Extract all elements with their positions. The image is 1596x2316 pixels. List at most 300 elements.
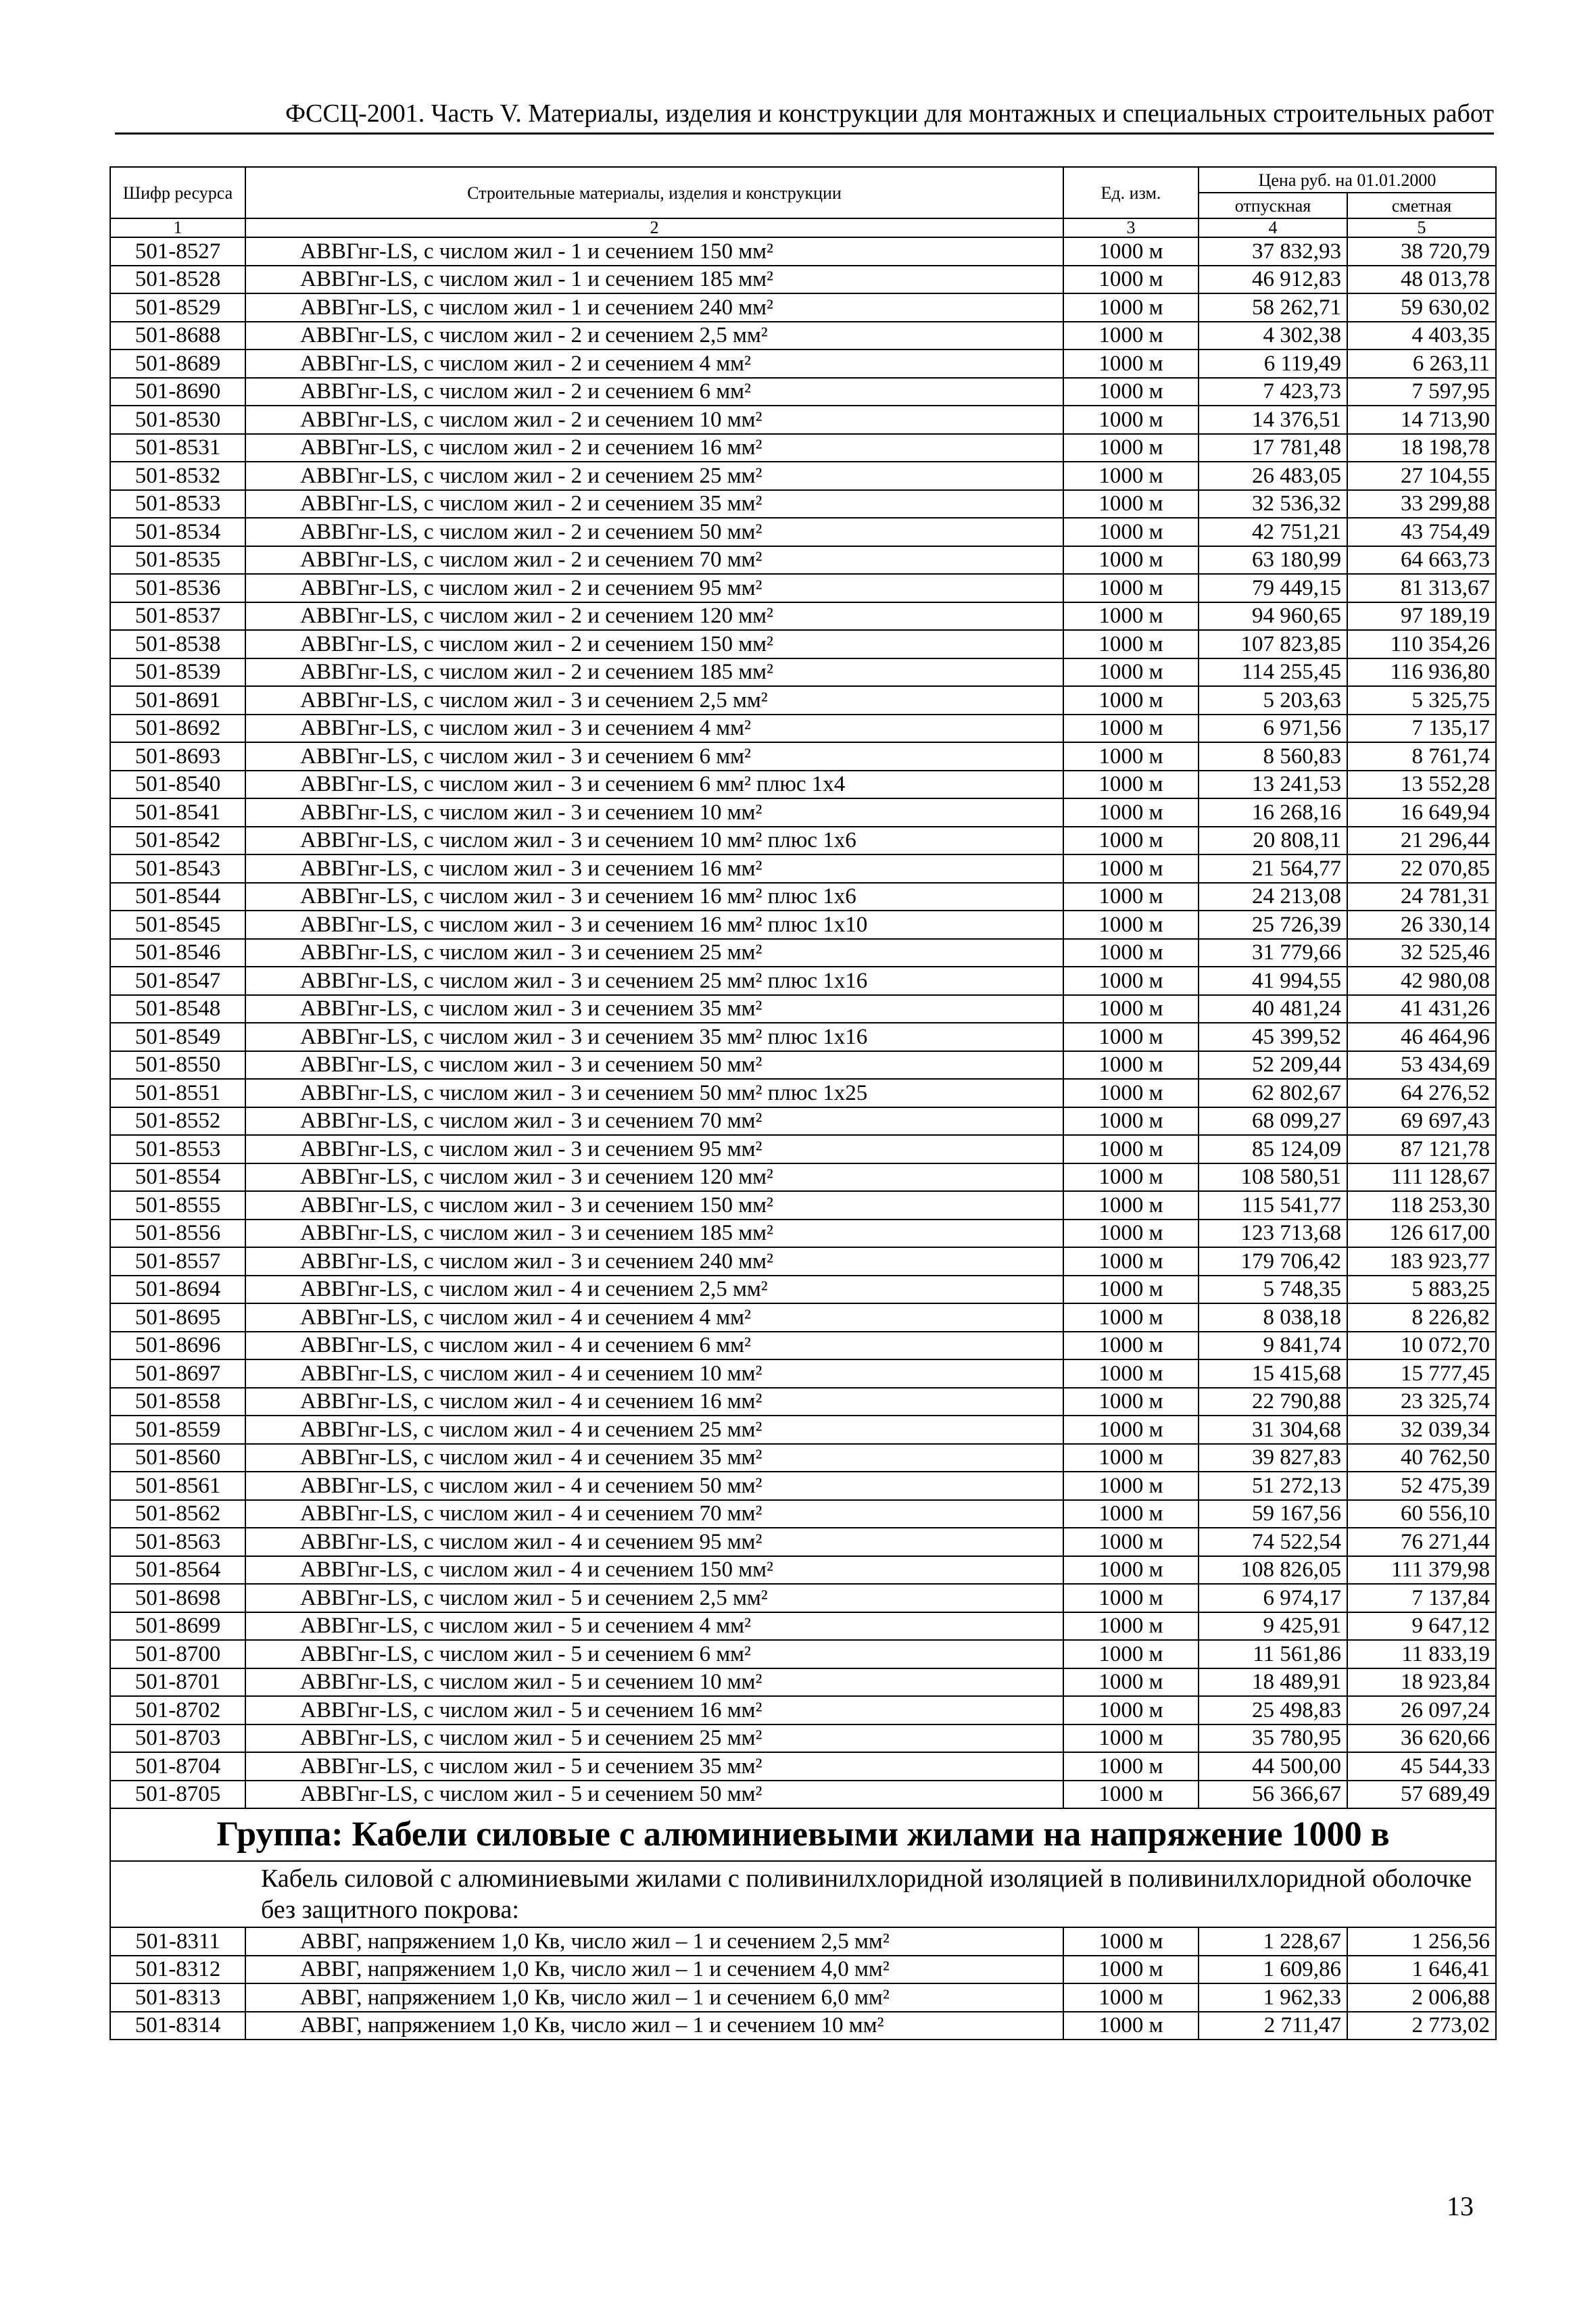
cell-unit: 1000 м (1063, 1983, 1199, 2012)
table-row (110, 602, 1496, 631)
table-row (110, 1584, 1496, 1612)
table-row (110, 1276, 1496, 1304)
cell-price-estimate: 2 773,02 (1347, 2012, 1496, 2040)
cell-price-estimate: 16 649,94 (1347, 798, 1496, 827)
cell-code: 501-8705 (110, 1781, 245, 1809)
cell-name: АВВГнг-LS, с числом жил - 1 и сечением 185 мм² (245, 266, 1063, 294)
cell-price-estimate: 183 923,77 (1347, 1247, 1496, 1276)
cell-unit: 1000 м (1063, 1051, 1199, 1080)
cell-name: АВВГнг-LS, с числом жил - 5 и сечением 10 мм² (245, 1668, 1063, 1697)
cell-name: АВВГ, напряжением 1,0 Кв, число жил – 1 и сечением 2,5 мм² (245, 1927, 1063, 1956)
cell-name: АВВГнг-LS, с числом жил - 3 и сечением 150 мм² (245, 1191, 1063, 1220)
cell-code: 501-8543 (110, 854, 245, 883)
cell-unit: 1000 м (1063, 322, 1199, 350)
table-row (110, 911, 1496, 939)
cell-price-release: 15 415,68 (1199, 1359, 1347, 1388)
cell-price-estimate: 43 754,49 (1347, 518, 1496, 546)
cell-price-release: 11 561,86 (1199, 1640, 1347, 1668)
cell-price-estimate: 26 330,14 (1347, 911, 1496, 939)
price-table-container (110, 166, 1495, 2040)
table-row (110, 798, 1496, 827)
table-row (110, 1163, 1496, 1192)
cell-price-release: 26 483,05 (1199, 462, 1347, 490)
cell-unit: 1000 м (1063, 574, 1199, 602)
table-row (110, 1444, 1496, 1472)
cell-price-release: 31 304,68 (1199, 1416, 1347, 1444)
cell-price-estimate: 7 135,17 (1347, 715, 1496, 743)
cell-name: АВВГнг-LS, с числом жил - 2 и сечением 25 мм² (245, 462, 1063, 490)
cell-price-estimate: 41 431,26 (1347, 995, 1496, 1023)
cell-price-release: 46 912,83 (1199, 266, 1347, 294)
cell-price-release: 9 841,74 (1199, 1332, 1347, 1360)
cell-code: 501-8544 (110, 883, 245, 911)
cell-code: 501-8693 (110, 742, 245, 771)
cell-code: 501-8692 (110, 715, 245, 743)
cell-name: АВВГнг-LS, с числом жил - 2 и сечением 70 мм² (245, 546, 1063, 575)
cell-unit: 1000 м (1063, 1135, 1199, 1163)
cell-unit: 1000 м (1063, 1696, 1199, 1724)
cell-unit: 1000 м (1063, 1668, 1199, 1697)
cell-unit: 1000 м (1063, 995, 1199, 1023)
cell-code: 501-8559 (110, 1416, 245, 1444)
cell-name: АВВГнг-LS, с числом жил - 3 и сечением 35 мм² плюс 1х16 (245, 1023, 1063, 1051)
cell-price-estimate: 87 121,78 (1347, 1135, 1496, 1163)
table-row (110, 771, 1496, 799)
table-row (110, 1220, 1496, 1248)
cell-unit: 1000 м (1063, 1107, 1199, 1136)
cell-price-release: 5 748,35 (1199, 1276, 1347, 1304)
cell-price-release: 115 541,77 (1199, 1191, 1347, 1220)
group-title: Группа: Кабели силовые с алюминиевыми жилами на напряжение 1000 в (110, 1808, 1496, 1861)
col-header-unit: Ед. изм. (1063, 167, 1199, 218)
cell-name: АВВГнг-LS, с числом жил - 3 и сечением 6 мм² плюс 1х4 (245, 771, 1063, 799)
table-row (110, 1359, 1496, 1388)
table-row (110, 1956, 1496, 1984)
cell-name: АВВГнг-LS, с числом жил - 3 и сечением 16 мм² плюс 1х6 (245, 883, 1063, 911)
cell-price-release: 40 481,24 (1199, 995, 1347, 1023)
cell-name: АВВГнг-LS, с числом жил - 5 и сечением 2,5 мм² (245, 1584, 1063, 1612)
cell-price-estimate: 53 434,69 (1347, 1051, 1496, 1080)
cell-code: 501-8557 (110, 1247, 245, 1276)
cell-price-estimate: 1 646,41 (1347, 1956, 1496, 1984)
cell-unit: 1000 м (1063, 266, 1199, 294)
cell-code: 501-8689 (110, 349, 245, 378)
cell-price-release: 35 780,95 (1199, 1724, 1347, 1753)
cell-price-estimate: 42 980,08 (1347, 967, 1496, 995)
cell-code: 501-8532 (110, 462, 245, 490)
cell-price-estimate: 7 597,95 (1347, 378, 1496, 406)
table-row (110, 1107, 1496, 1136)
cell-price-estimate: 5 325,75 (1347, 686, 1496, 715)
cell-price-estimate: 59 630,02 (1347, 293, 1496, 322)
cell-code: 501-8563 (110, 1528, 245, 1556)
cell-name: АВВГнг-LS, с числом жил - 4 и сечением 2,5 мм² (245, 1276, 1063, 1304)
cell-price-estimate: 32 525,46 (1347, 939, 1496, 967)
cell-price-estimate: 23 325,74 (1347, 1388, 1496, 1416)
cell-code: 501-8533 (110, 490, 245, 518)
cell-code: 501-8541 (110, 798, 245, 827)
cell-price-estimate: 126 617,00 (1347, 1220, 1496, 1248)
cell-price-release: 107 823,85 (1199, 630, 1347, 658)
cell-price-estimate: 57 689,49 (1347, 1781, 1496, 1809)
cell-code: 501-8535 (110, 546, 245, 575)
cell-price-estimate: 45 544,33 (1347, 1752, 1496, 1781)
cell-price-release: 18 489,91 (1199, 1668, 1347, 1697)
cell-price-estimate: 64 663,73 (1347, 546, 1496, 575)
cell-price-release: 31 779,66 (1199, 939, 1347, 967)
cell-code: 501-8311 (110, 1927, 245, 1956)
cell-code: 501-8564 (110, 1556, 245, 1585)
cell-price-release: 25 726,39 (1199, 911, 1347, 939)
cell-code: 501-8691 (110, 686, 245, 715)
cell-price-release: 45 399,52 (1199, 1023, 1347, 1051)
cell-price-release: 14 376,51 (1199, 406, 1347, 434)
cell-price-estimate: 27 104,55 (1347, 462, 1496, 490)
cell-unit: 1000 м (1063, 602, 1199, 631)
cell-unit: 1000 м (1063, 1752, 1199, 1781)
cell-price-release: 108 826,05 (1199, 1556, 1347, 1585)
cell-price-release: 94 960,65 (1199, 602, 1347, 631)
cell-code: 501-8545 (110, 911, 245, 939)
table-row (110, 1556, 1496, 1585)
cell-name: АВВГнг-LS, с числом жил - 2 и сечением 120 мм² (245, 602, 1063, 631)
cell-unit: 1000 м (1063, 742, 1199, 771)
table-row (110, 378, 1496, 406)
cell-code: 501-8537 (110, 602, 245, 631)
cell-code: 501-8702 (110, 1696, 245, 1724)
cell-code: 501-8534 (110, 518, 245, 546)
cell-name: АВВГнг-LS, с числом жил - 3 и сечением 2,5 мм² (245, 686, 1063, 715)
cell-name: АВВГнг-LS, с числом жил - 3 и сечением 6 мм² (245, 742, 1063, 771)
cell-price-estimate: 4 403,35 (1347, 322, 1496, 350)
col-header-release: отпускная (1199, 193, 1347, 218)
cell-name: АВВГнг-LS, с числом жил - 4 и сечением 70 мм² (245, 1500, 1063, 1528)
cell-price-estimate: 24 781,31 (1347, 883, 1496, 911)
cell-price-release: 24 213,08 (1199, 883, 1347, 911)
cell-unit: 1000 м (1063, 546, 1199, 575)
table-row (110, 1051, 1496, 1080)
cell-price-release: 123 713,68 (1199, 1220, 1347, 1248)
cell-price-estimate: 36 620,66 (1347, 1724, 1496, 1753)
cell-unit: 1000 м (1063, 1472, 1199, 1500)
cell-unit: 1000 м (1063, 1191, 1199, 1220)
cell-name: АВВГнг-LS, с числом жил - 3 и сечением 70 мм² (245, 1107, 1063, 1136)
cell-price-estimate: 32 039,34 (1347, 1416, 1496, 1444)
cell-price-release: 16 268,16 (1199, 798, 1347, 827)
table-row (110, 715, 1496, 743)
cell-price-release: 56 366,67 (1199, 1781, 1347, 1809)
cell-code: 501-8551 (110, 1079, 245, 1107)
cell-name: АВВГнг-LS, с числом жил - 4 и сечением 25 мм² (245, 1416, 1063, 1444)
table-row (110, 1247, 1496, 1276)
cell-price-release: 13 241,53 (1199, 771, 1347, 799)
group-subtitle: Кабель силовой с алюминиевыми жилами с поливинилхлоридной изоляцией в поливинилхлоридной оболочке без защитного покрова: (110, 1861, 1496, 1927)
cell-price-release: 25 498,83 (1199, 1696, 1347, 1724)
cell-unit: 1000 м (1063, 490, 1199, 518)
cell-name: АВВГнг-LS, с числом жил - 3 и сечением 25 мм² (245, 939, 1063, 967)
cell-unit: 1000 м (1063, 939, 1199, 967)
page-number: 13 (1447, 2191, 1474, 2221)
cell-unit: 1000 м (1063, 715, 1199, 743)
table-row (110, 742, 1496, 771)
cell-code: 501-8539 (110, 658, 245, 687)
cell-price-estimate: 13 552,28 (1347, 771, 1496, 799)
cell-unit: 1000 м (1063, 406, 1199, 434)
cell-name: АВВГнг-LS, с числом жил - 4 и сечением 150 мм² (245, 1556, 1063, 1585)
table-row (110, 1191, 1496, 1220)
table-row (110, 1500, 1496, 1528)
cell-unit: 1000 м (1063, 1079, 1199, 1107)
cell-name: АВВГнг-LS, с числом жил - 2 и сечением 4 мм² (245, 349, 1063, 378)
table-row (110, 1472, 1496, 1500)
cell-price-estimate: 64 276,52 (1347, 1079, 1496, 1107)
cell-code: 501-8695 (110, 1303, 245, 1332)
cell-name: АВВГнг-LS, с числом жил - 2 и сечением 185 мм² (245, 658, 1063, 687)
cell-code: 501-8538 (110, 630, 245, 658)
table-row (110, 1135, 1496, 1163)
cell-unit: 1000 м (1063, 630, 1199, 658)
cell-price-release: 37 832,93 (1199, 237, 1347, 266)
cell-unit: 1000 м (1063, 518, 1199, 546)
cell-price-estimate: 118 253,30 (1347, 1191, 1496, 1220)
col-header-estimate: сметная (1347, 193, 1496, 218)
cell-unit: 1000 м (1063, 1163, 1199, 1192)
cell-name: АВВГнг-LS, с числом жил - 3 и сечением 35 мм² (245, 995, 1063, 1023)
cell-unit: 1000 м (1063, 349, 1199, 378)
cell-price-release: 51 272,13 (1199, 1472, 1347, 1500)
cell-name: АВВГнг-LS, с числом жил - 2 и сечением 16 мм² (245, 434, 1063, 462)
cell-code: 501-8562 (110, 1500, 245, 1528)
cell-unit: 1000 м (1063, 1781, 1199, 1809)
cell-code: 501-8528 (110, 266, 245, 294)
cell-unit: 1000 м (1063, 1724, 1199, 1753)
cell-price-release: 6 974,17 (1199, 1584, 1347, 1612)
cell-unit: 1000 м (1063, 967, 1199, 995)
cell-price-release: 8 560,83 (1199, 742, 1347, 771)
cell-code: 501-8688 (110, 322, 245, 350)
cell-unit: 1000 м (1063, 1220, 1199, 1248)
cell-price-release: 1 609,86 (1199, 1956, 1347, 1984)
cell-code: 501-8701 (110, 1668, 245, 1697)
cell-name: АВВГнг-LS, с числом жил - 3 и сечением 4 мм² (245, 715, 1063, 743)
table-row (110, 1332, 1496, 1360)
cell-name: АВВГнг-LS, с числом жил - 1 и сечением 240 мм² (245, 293, 1063, 322)
cell-price-estimate: 11 833,19 (1347, 1640, 1496, 1668)
cell-price-estimate: 26 097,24 (1347, 1696, 1496, 1724)
cell-unit: 1000 м (1063, 686, 1199, 715)
cell-code: 501-8552 (110, 1107, 245, 1136)
cell-price-release: 20 808,11 (1199, 827, 1347, 855)
cell-price-release: 4 302,38 (1199, 322, 1347, 350)
cell-unit: 1000 м (1063, 854, 1199, 883)
cell-code: 501-8529 (110, 293, 245, 322)
cell-unit: 1000 м (1063, 1247, 1199, 1276)
cell-price-release: 114 255,45 (1199, 658, 1347, 687)
cell-name: АВВГнг-LS, с числом жил - 3 и сечением 120 мм² (245, 1163, 1063, 1192)
cell-unit: 1000 м (1063, 883, 1199, 911)
cell-price-estimate: 1 256,56 (1347, 1927, 1496, 1956)
col-number: 1 (110, 218, 245, 237)
group-table-body (110, 1927, 1496, 2040)
cell-name: АВВГнг-LS, с числом жил - 4 и сечением 16 мм² (245, 1388, 1063, 1416)
cell-price-estimate: 5 883,25 (1347, 1276, 1496, 1304)
cell-name: АВВГнг-LS, с числом жил - 5 и сечением 50 мм² (245, 1781, 1063, 1809)
table-row (110, 237, 1496, 266)
table-row (110, 322, 1496, 350)
cell-name: АВВГнг-LS, с числом жил - 5 и сечением 25 мм² (245, 1724, 1063, 1753)
table-row (110, 293, 1496, 322)
cell-price-release: 32 536,32 (1199, 490, 1347, 518)
table-row (110, 406, 1496, 434)
table-row (110, 1023, 1496, 1051)
cell-price-release: 6 971,56 (1199, 715, 1347, 743)
table-row (110, 1983, 1496, 2012)
cell-name: АВВГнг-LS, с числом жил - 3 и сечением 240 мм² (245, 1247, 1063, 1276)
table-row (110, 1388, 1496, 1416)
table-row (110, 266, 1496, 294)
cell-price-release: 58 262,71 (1199, 293, 1347, 322)
cell-unit: 1000 м (1063, 434, 1199, 462)
cell-price-estimate: 10 072,70 (1347, 1332, 1496, 1360)
cell-code: 501-8561 (110, 1472, 245, 1500)
cell-name: АВВГнг-LS, с числом жил - 3 и сечением 10 мм² (245, 798, 1063, 827)
cell-code: 501-8549 (110, 1023, 245, 1051)
cell-price-estimate: 9 647,12 (1347, 1612, 1496, 1641)
cell-name: АВВГнг-LS, с числом жил - 1 и сечением 150 мм² (245, 237, 1063, 266)
cell-code: 501-8527 (110, 237, 245, 266)
cell-price-estimate: 18 923,84 (1347, 1668, 1496, 1697)
cell-name: АВВГнг-LS, с числом жил - 5 и сечением 16 мм² (245, 1696, 1063, 1724)
cell-code: 501-8696 (110, 1332, 245, 1360)
cell-price-estimate: 111 379,98 (1347, 1556, 1496, 1585)
cell-code: 501-8703 (110, 1724, 245, 1753)
table-row (110, 630, 1496, 658)
cell-code: 501-8547 (110, 967, 245, 995)
cell-unit: 1000 м (1063, 1388, 1199, 1416)
cell-price-estimate: 76 271,44 (1347, 1528, 1496, 1556)
cell-name: АВВГнг-LS, с числом жил - 2 и сечением 10 мм² (245, 406, 1063, 434)
cell-price-estimate: 8 226,82 (1347, 1303, 1496, 1332)
table-row (110, 1612, 1496, 1641)
cell-price-release: 39 827,83 (1199, 1444, 1347, 1472)
cell-name: АВВГнг-LS, с числом жил - 3 и сечением 50 мм² (245, 1051, 1063, 1080)
cell-name: АВВГнг-LS, с числом жил - 3 и сечением 16 мм² (245, 854, 1063, 883)
cell-price-release: 42 751,21 (1199, 518, 1347, 546)
cell-name: АВВГ, напряжением 1,0 Кв, число жил – 1 и сечением 6,0 мм² (245, 1983, 1063, 2012)
table-body (110, 237, 1496, 1808)
table-row (110, 1640, 1496, 1668)
cell-name: АВВГнг-LS, с числом жил - 4 и сечением 35 мм² (245, 1444, 1063, 1472)
cell-price-release: 74 522,54 (1199, 1528, 1347, 1556)
cell-price-estimate: 33 299,88 (1347, 490, 1496, 518)
cell-name: АВВГнг-LS, с числом жил - 4 и сечением 10 мм² (245, 1359, 1063, 1388)
cell-unit: 1000 м (1063, 1332, 1199, 1360)
cell-price-release: 7 423,73 (1199, 378, 1347, 406)
cell-name: АВВГнг-LS, с числом жил - 2 и сечением 6 мм² (245, 378, 1063, 406)
cell-price-release: 41 994,55 (1199, 967, 1347, 995)
cell-name: АВВГнг-LS, с числом жил - 2 и сечением 95 мм² (245, 574, 1063, 602)
cell-unit: 1000 м (1063, 798, 1199, 827)
cell-name: АВВГнг-LS, с числом жил - 5 и сечением 35 мм² (245, 1752, 1063, 1781)
cell-price-estimate: 69 697,43 (1347, 1107, 1496, 1136)
table-row (110, 686, 1496, 715)
cell-unit: 1000 м (1063, 1276, 1199, 1304)
cell-price-estimate: 40 762,50 (1347, 1444, 1496, 1472)
cell-price-release: 63 180,99 (1199, 546, 1347, 575)
cell-code: 501-8697 (110, 1359, 245, 1388)
cell-code: 501-8531 (110, 434, 245, 462)
cell-code: 501-8699 (110, 1612, 245, 1641)
cell-price-release: 9 425,91 (1199, 1612, 1347, 1641)
cell-name: АВВГнг-LS, с числом жил - 3 и сечением 25 мм² плюс 1х16 (245, 967, 1063, 995)
cell-name: АВВГнг-LS, с числом жил - 3 и сечением 50 мм² плюс 1х25 (245, 1079, 1063, 1107)
cell-name: АВВГнг-LS, с числом жил - 5 и сечением 6 мм² (245, 1640, 1063, 1668)
cell-name: АВВГнг-LS, с числом жил - 5 и сечением 4 мм² (245, 1612, 1063, 1641)
table-row (110, 995, 1496, 1023)
cell-code: 501-8542 (110, 827, 245, 855)
table-row (110, 434, 1496, 462)
cell-price-release: 17 781,48 (1199, 434, 1347, 462)
cell-name: АВВГ, напряжением 1,0 Кв, число жил – 1 и сечением 4,0 мм² (245, 1956, 1063, 1984)
col-number: 5 (1347, 218, 1496, 237)
table-row (110, 1303, 1496, 1332)
cell-code: 501-8558 (110, 1388, 245, 1416)
col-number: 2 (245, 218, 1063, 237)
cell-price-estimate: 46 464,96 (1347, 1023, 1496, 1051)
cell-price-estimate: 18 198,78 (1347, 434, 1496, 462)
cell-unit: 1000 м (1063, 1416, 1199, 1444)
cell-price-estimate: 15 777,45 (1347, 1359, 1496, 1388)
cell-price-estimate: 97 189,19 (1347, 602, 1496, 631)
table-row (110, 658, 1496, 687)
col-number: 3 (1063, 218, 1199, 237)
table-row (110, 1724, 1496, 1753)
cell-name: АВВГнг-LS, с числом жил - 4 и сечением 50 мм² (245, 1472, 1063, 1500)
cell-price-estimate: 116 936,80 (1347, 658, 1496, 687)
cell-code: 501-8314 (110, 2012, 245, 2040)
cell-code: 501-8698 (110, 1584, 245, 1612)
cell-unit: 1000 м (1063, 911, 1199, 939)
table-row (110, 1696, 1496, 1724)
table-row (110, 574, 1496, 602)
cell-code: 501-8536 (110, 574, 245, 602)
table-row (110, 546, 1496, 575)
cell-price-estimate: 14 713,90 (1347, 406, 1496, 434)
cell-price-release: 6 119,49 (1199, 349, 1347, 378)
cell-price-release: 1 228,67 (1199, 1927, 1347, 1956)
col-header-name: Строительные материалы, изделия и конструкции (245, 167, 1063, 218)
cell-price-estimate: 52 475,39 (1347, 1472, 1496, 1500)
cell-unit: 1000 м (1063, 378, 1199, 406)
cell-price-estimate: 81 313,67 (1347, 574, 1496, 602)
cell-price-release: 68 099,27 (1199, 1107, 1347, 1136)
table-row (110, 1528, 1496, 1556)
cell-unit: 1000 м (1063, 1023, 1199, 1051)
cell-unit: 1000 м (1063, 237, 1199, 266)
cell-price-release: 179 706,42 (1199, 1247, 1347, 1276)
cell-code: 501-8700 (110, 1640, 245, 1668)
cell-price-release: 5 203,63 (1199, 686, 1347, 715)
cell-unit: 1000 м (1063, 293, 1199, 322)
cell-unit: 1000 м (1063, 1359, 1199, 1388)
cell-price-release: 62 802,67 (1199, 1079, 1347, 1107)
cell-unit: 1000 м (1063, 1556, 1199, 1585)
table-row (110, 2012, 1496, 2040)
table-row (110, 854, 1496, 883)
table-row (110, 967, 1496, 995)
table-row (110, 1752, 1496, 1781)
cell-unit: 1000 м (1063, 1956, 1199, 1984)
